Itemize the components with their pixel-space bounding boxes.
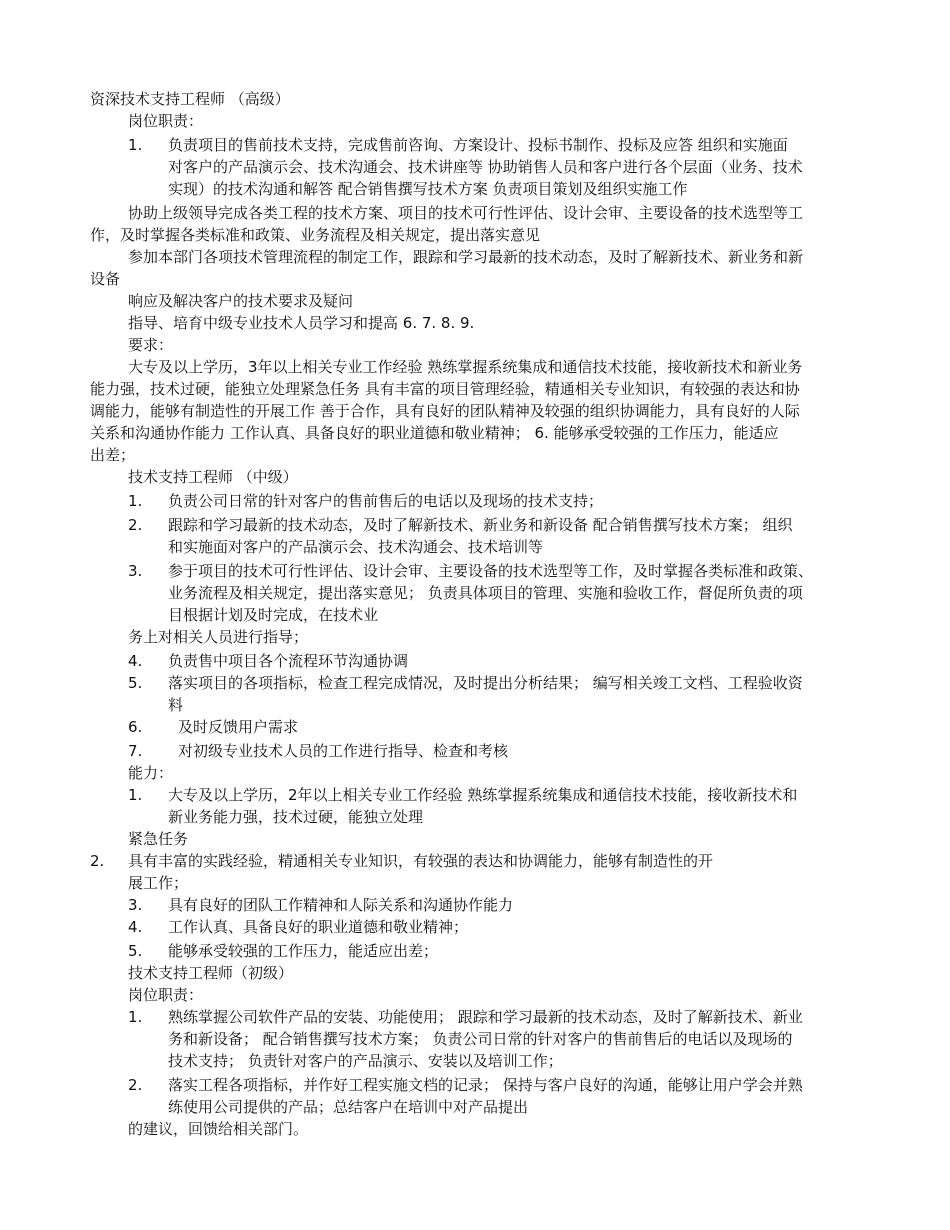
paragraph-line: 出差； bbox=[90, 446, 136, 464]
list-item-text: 业务流程及相关规定，提出落实意见； 负责具体项目的管理、实施和验收工作，督促所负责的项 bbox=[168, 584, 803, 602]
list-item-text: 熟练掌握公司软件产品的安装、功能使用； 跟踪和学习最新的技术动态，及时了解新技术、新业 bbox=[168, 1008, 803, 1026]
list-item-text: 对客户的产品演示会、技术沟通会、技术讲座等 协助销售人员和客户进行各个层面（业务、技术 bbox=[168, 158, 803, 176]
list-item-text: 能够承受较强的工作压力，能适应出差； bbox=[168, 942, 439, 960]
list-item-text: 工作认真、具备良好的职业道德和敬业精神； bbox=[168, 918, 469, 936]
paragraph-line: 大专及以上学历，3年以上相关专业工作经验 熟练掌握系统集成和通信技术技能，接收新技术和新业务 bbox=[128, 358, 803, 376]
list-item-text: 大专及以上学历，2年以上相关专业工作经验 熟练掌握系统集成和通信技术技能，接收新技术和 bbox=[168, 786, 798, 804]
list-number: 2. bbox=[128, 516, 143, 534]
list-item-text: 跟踪和学习最新的技术动态，及时了解新技术、新业务和新设备 配合销售撰写技术方案； 组织 bbox=[168, 516, 793, 534]
list-item-text: 参于项目的技术可行性评估、设计会审、主要设备的技术选型等工作，及时掌握各类标准和政策、 bbox=[168, 562, 814, 580]
paragraph-line: 展工作； bbox=[128, 874, 189, 892]
duties-label: 岗位职责： bbox=[128, 112, 204, 130]
paragraph-line: 调能力，能够有制造性的开展工作 善于合作，具有良好的团队精神及较强的组织协调能力，具有良好的人际 bbox=[90, 402, 800, 420]
paragraph-line: 关系和沟通协作能力 工作认真、具备良好的职业道德和敬业精神； 6. 能够承受较强的工作压力，能适应 bbox=[90, 424, 779, 442]
list-item-text: 对初级专业技术人员的工作进行指导、检查和考核 bbox=[178, 742, 509, 760]
paragraph-line: 作，及时掌握各类标准和政策、业务流程及相关规定，提出落实意见 bbox=[90, 226, 541, 244]
list-number: 2. bbox=[128, 1076, 143, 1094]
paragraph-line: 协助上级领导完成各类工程的技术方案、项目的技术可行性评估、设计会审、主要设备的技术选型等工 bbox=[128, 204, 804, 222]
paragraph-line: 设备 bbox=[90, 270, 121, 288]
list-item-text: 负责项目的售前技术支持，完成售前咨询、方案设计、投标书制作、投标及应答 组织和实施面 bbox=[168, 136, 788, 154]
list-number: 3. bbox=[128, 562, 143, 580]
list-number: 5. bbox=[128, 674, 143, 692]
paragraph-line: 能力强，技术过硬，能独立处理紧急任务 具有丰富的项目管理经验，精通相关专业知识，有较强的表达和协 bbox=[90, 380, 800, 398]
list-item-text: 具有良好的团队工作精神和人际关系和沟通协作能力 bbox=[168, 896, 514, 914]
list-number: 4. bbox=[128, 652, 143, 670]
list-item-text: 技术支持； 负责针对客户的产品演示、安装以及培训工作； bbox=[168, 1052, 563, 1070]
list-number: 1. bbox=[128, 492, 143, 510]
list-item-text: 新业务能力强，技术过硬，能独立处理 bbox=[168, 808, 424, 826]
paragraph-line: 紧急任务 bbox=[128, 830, 189, 848]
list-item-text: 务和新设备； 配合销售撰写技术方案； 负责公司日常的针对客户的售前售后的电话以及现场的 bbox=[168, 1030, 793, 1048]
list-item-text: 实现）的技术沟通和解答 配合销售撰写技术方案 负责项目策划及组织实施工作 bbox=[168, 180, 688, 198]
list-number: 4. bbox=[128, 918, 143, 936]
list-number: 5. bbox=[128, 942, 143, 960]
paragraph-line: 指导、培育中级专业技术人员学习和提高 6. 7. 8. 9. bbox=[128, 314, 475, 332]
list-item-text: 落实项目的各项指标，检查工程完成情况，及时提出分析结果； 编写相关竣工文档、工程验收资 bbox=[168, 674, 803, 692]
list-item-text: 具有丰富的实践经验，精通相关专业知识，有较强的表达和协调能力，能够有制造性的开 bbox=[128, 852, 714, 870]
section-title: 技术支持工程师 （中级） bbox=[128, 468, 298, 486]
paragraph-line: 务上对相关人员进行指导； bbox=[128, 628, 309, 646]
list-item-text: 负责售中项目各个流程环节沟通协调 bbox=[168, 652, 409, 670]
list-item-text: 及时反馈用户需求 bbox=[178, 718, 299, 736]
list-number: 1. bbox=[128, 1008, 143, 1026]
doc-title: 资深技术支持工程师 （高级） bbox=[90, 90, 290, 108]
list-number: 3. bbox=[128, 896, 143, 914]
paragraph-line: 响应及解决客户的技术要求及疑问 bbox=[128, 292, 354, 310]
ability-label: 能力： bbox=[128, 764, 174, 782]
list-number: 2. bbox=[90, 852, 105, 870]
list-item-text: 练使用公司提供的产品；总结客户在培训中对产品提出 bbox=[168, 1098, 529, 1116]
list-number: 7. bbox=[128, 742, 143, 760]
paragraph-line: 参加本部门各项技术管理流程的制定工作，跟踪和学习最新的技术动态，及时了解新技术、新业务和新 bbox=[128, 248, 804, 266]
list-number: 1. bbox=[128, 786, 143, 804]
list-item-text: 料 bbox=[168, 696, 184, 714]
requirements-label: 要求： bbox=[128, 336, 174, 354]
list-item-text: 落实工程各项指标，并作好工程实施文档的记录； 保持与客户良好的沟通，能够让用户学会并熟 bbox=[168, 1076, 803, 1094]
paragraph-line: 的建议，回馈给相关部门。 bbox=[128, 1120, 309, 1138]
list-item-text: 负责公司日常的针对客户的售前售后的电话以及现场的技术支持； bbox=[168, 492, 604, 510]
duties-label: 岗位职责： bbox=[128, 986, 204, 1004]
list-item-text: 和实施面对客户的产品演示会、技术沟通会、技术培训等 bbox=[168, 538, 544, 556]
list-item-text: 目根据计划及时完成，在技术业 bbox=[168, 606, 379, 624]
list-number: 1. bbox=[128, 136, 143, 154]
list-number: 6. bbox=[128, 718, 143, 736]
section-title: 技术支持工程师（初级） bbox=[128, 964, 294, 982]
